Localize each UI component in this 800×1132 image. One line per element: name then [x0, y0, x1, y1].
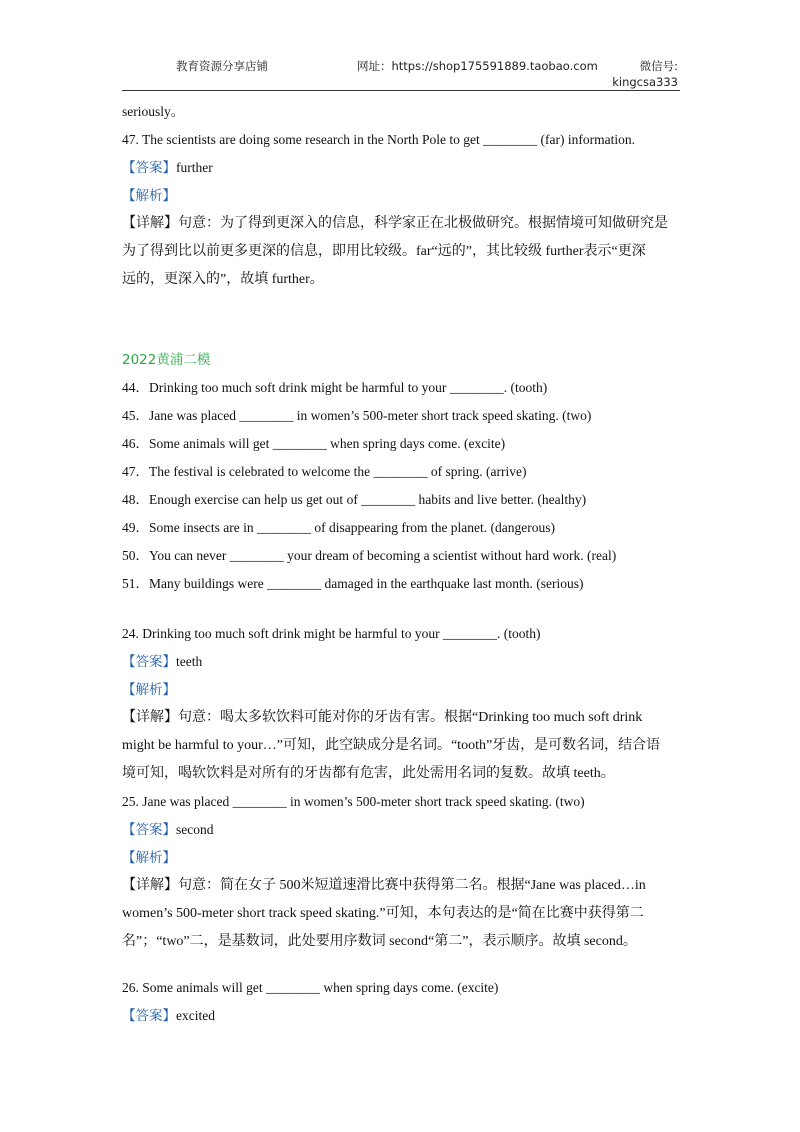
question-item: 49．Some insects are in ________ of disappearing from the planet. (dangerous): [122, 520, 556, 535]
detail-line: 名”；“two”二，是基数词，此处要用序数词 second“第二”，表示顺序。故填 second。: [122, 934, 637, 949]
question-item: 48．Enough exercise can help us get out of ________ habits and live better. (healthy): [122, 492, 587, 507]
detail-line: 【详解】句意：简在女子 500米短道速滑比赛中获得第二名。根据“Jane was placed…in: [122, 878, 646, 893]
detail-line: 境可知，喝软饮料是对所有的牙齿都有危害，此处需用名词的复数。故填 teeth。: [122, 766, 615, 781]
detail-line: might be harmful to your…”可知，此空缺成分是名词。“tooth”牙齿，是可数名词，结合语: [122, 738, 661, 753]
answer-value: further: [176, 160, 213, 175]
question-26: 26. Some animals will get ________ when spring days come. (excite): [122, 980, 499, 995]
answer-value: second: [176, 822, 214, 837]
analysis-tag: 【解析】: [122, 850, 176, 866]
detail-line: 【详解】句意：喝太多软饮料可能对你的牙齿有害。根据“Drinking too much soft drink: [122, 710, 643, 725]
document-body: [122, 98, 682, 1030]
question-item: 45．Jane was placed ________ in women’s 500-meter short track speed skating. (two): [122, 408, 592, 423]
wechat-label: 微信号:: [639, 59, 678, 73]
answer-25: [122, 816, 682, 844]
shop-name: 教育资源分享店铺: [176, 59, 268, 73]
question-47: 47. The scientists are doing some research in the North Pole to get ________ (far) information.: [122, 132, 635, 147]
wechat-id: kingcsa333: [612, 75, 678, 89]
answer-value: excited: [176, 1008, 215, 1023]
question-25: 25. Jane was placed ________ in women’s 500-meter short track speed skating. (two): [122, 794, 585, 809]
analysis-tag: 【解析】: [122, 682, 176, 698]
section-title: 2022黄浦二模: [122, 352, 211, 368]
detail-line: women’s 500-meter short track speed skating.”可知，本句表达的是“简在比赛中获得第二: [122, 906, 644, 921]
wechat-info: [612, 58, 678, 90]
question-item: 44．Drinking too much soft drink might be harmful to your ________. (tooth): [122, 380, 548, 395]
detail-line: 为了得到比以前更多更深的信息，即用比较级。far“远的”，其比较级 further表示“更深: [122, 244, 646, 259]
question-24: 24. Drinking too much soft drink might be harmful to your ________. (tooth): [122, 626, 541, 641]
analysis-tag: 【解析】: [122, 188, 176, 204]
answer-value: teeth: [176, 654, 203, 669]
detail-line: 远的，更深入的”，故填 further。: [122, 272, 324, 287]
answer-tag: 【答案】: [122, 822, 176, 838]
answer-tag: 【答案】: [122, 1008, 176, 1024]
answer-24: [122, 648, 682, 676]
shop-url: 网址：https://shop175591889.taobao.com: [357, 59, 598, 73]
detail-line: 【详解】句意：为了得到更深入的信息，科学家正在北极做研究。根据情境可知做研究是: [122, 216, 668, 231]
answer-47: [122, 154, 682, 182]
question-item: 50．You can never ________ your dream of becoming a scientist without hard work. (real): [122, 548, 617, 563]
answer-26: [122, 1002, 682, 1030]
answer-tag: 【答案】: [122, 160, 176, 176]
page-header: [122, 56, 680, 91]
text-line: seriously。: [122, 104, 185, 119]
question-item: 46．Some animals will get ________ when spring days come. (excite): [122, 436, 506, 451]
question-item: 47．The festival is celebrated to welcome the ________ of spring. (arrive): [122, 464, 527, 479]
question-item: 51．Many buildings were ________ damaged in the earthquake last month. (serious): [122, 576, 584, 591]
answer-tag: 【答案】: [122, 654, 176, 670]
